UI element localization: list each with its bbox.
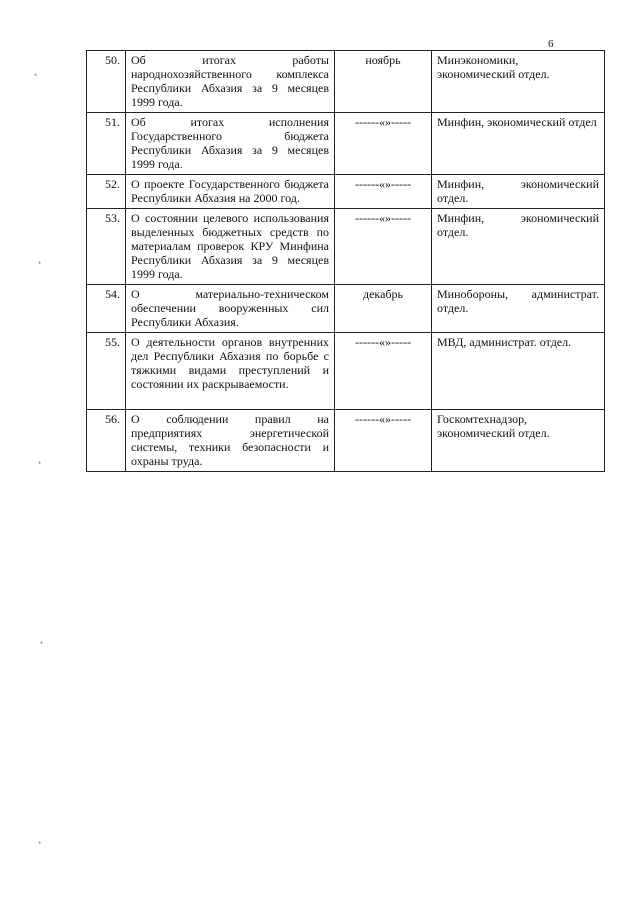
row-number: 53.: [87, 209, 126, 285]
row-term: декабрь: [335, 285, 432, 333]
row-term: ------«»-----: [335, 333, 432, 410]
table-row: [87, 175, 605, 209]
row-term: ------«»-----: [335, 175, 432, 209]
table-row: [87, 209, 605, 285]
table-row: [87, 113, 605, 175]
table-row: [87, 285, 605, 333]
scan-artifact: •: [34, 70, 38, 80]
row-topic: О проекте Государственного бюджета Республики Абхазия на 2000 год.: [126, 175, 335, 209]
row-term: ------«»-----: [335, 113, 432, 175]
table-row: [87, 51, 605, 113]
table-row: [87, 410, 605, 472]
agenda-table: [86, 50, 605, 472]
row-topic: О деятельности органов внутренних дел Республики Абхазия по борьбе с тяжкими видами преступлений и состоянии их раскрываемости.: [126, 333, 335, 410]
scan-artifact: •: [38, 838, 42, 848]
row-number: 50.: [87, 51, 126, 113]
row-number: 54.: [87, 285, 126, 333]
row-responsible: МВД, администрат. отдел.: [432, 333, 605, 410]
row-term: ноябрь: [335, 51, 432, 113]
row-responsible: Минэкономики, экономический отдел.: [432, 51, 605, 113]
row-responsible: Минобороны, администрат. отдел.: [432, 285, 605, 333]
table-row: [87, 333, 605, 410]
row-topic: Об итогах исполнения Государственного бюджета Республики Абхазия за 9 месяцев 1999 года.: [126, 113, 335, 175]
row-number: 51.: [87, 113, 126, 175]
row-number: 56.: [87, 410, 126, 472]
row-responsible: Госкомтехнадзор, экономический отдел.: [432, 410, 605, 472]
scan-artifact: •: [38, 458, 42, 468]
row-topic: О соблюдении правил на предприятиях энергетической системы, техники безопасности и охраны труда.: [126, 410, 335, 472]
row-number: 55.: [87, 333, 126, 410]
scan-artifact: •: [38, 258, 42, 268]
scan-artifact: •: [40, 638, 44, 648]
row-term: ------«»-----: [335, 209, 432, 285]
row-number: 52.: [87, 175, 126, 209]
row-term: ------«»-----: [335, 410, 432, 472]
row-topic: О материально-техническом обеспечении вооруженных сил Республики Абхазия.: [126, 285, 335, 333]
row-topic: Об итогах работы народнохозяйственного комплекса Республики Абхазия за 9 месяцев 1999 года.: [126, 51, 335, 113]
row-topic: О состоянии целевого использования выделенных бюджетных средств по материалам проверок КРУ Минфина Республики Абхазия за 9 месяцев 1999 года.: [126, 209, 335, 285]
page-number: 6: [548, 38, 554, 50]
row-responsible: Минфин, экономический отдел.: [432, 209, 605, 285]
row-responsible: Минфин, экономический отдел: [432, 113, 605, 175]
row-responsible: Минфин, экономический отдел.: [432, 175, 605, 209]
